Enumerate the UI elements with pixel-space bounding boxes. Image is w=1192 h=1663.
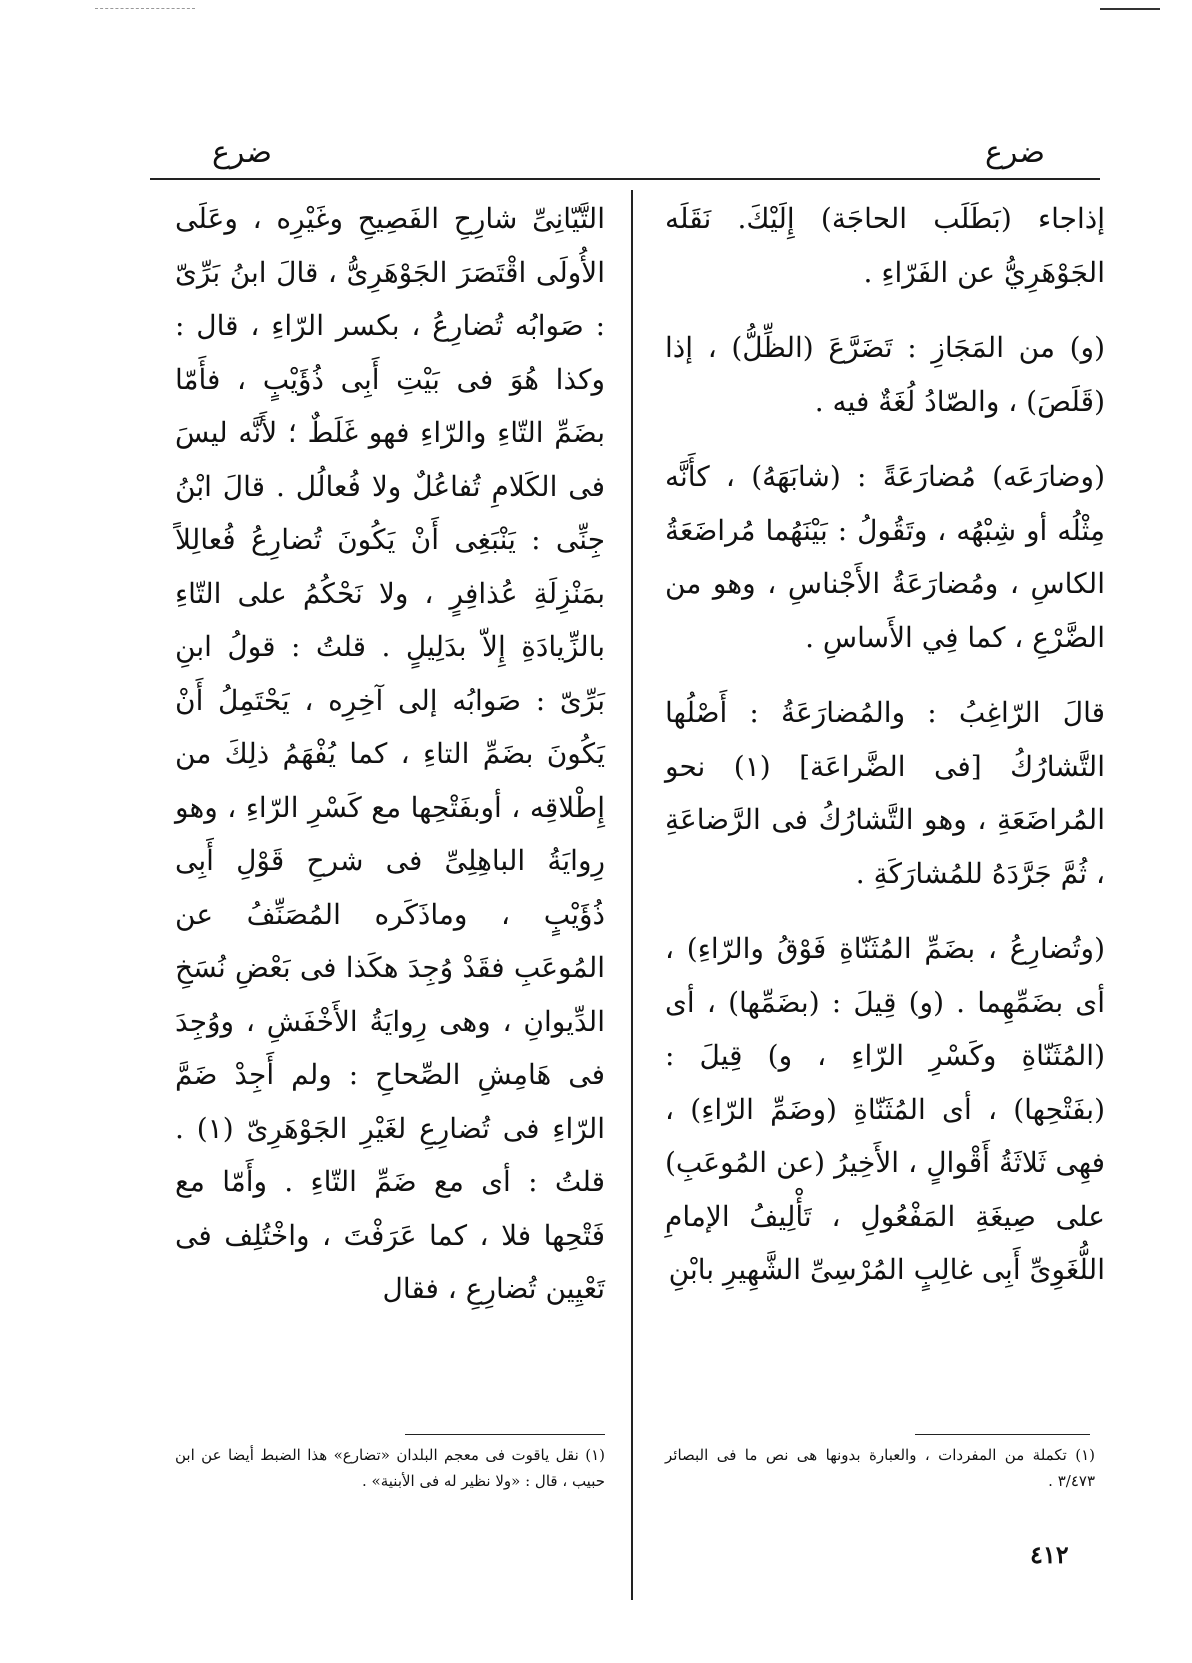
top-rule-right (1100, 8, 1160, 10)
right-paragraph-5: (وتُضارِعُ ، بضَمِّ المُثَنّاةِ فَوْقُ والرّاءِ) ، أى بضَمِّهِما . (و) قِيلَ : (بضَمِّها) ، أى (المُثَنّاةِ وكَسْرِ الرّاءِ ، و) قِيلَ : (بفَتْحِها) ، أى المُثَنّاةِ (وضَمِّ الرّاءِ) ، فهِى ثَلاثَةُ أَقْوالٍ ، الأَخِيرُ (عن المُوعَبِ) على صِيغَةِ المَفْعُولِ ، تَأْلِيفُ الإمامِ اللُّغَوِىِّ أَبِى غالِبٍ المُرْسِىِّ الشَّهِيرِ بابْنِ (665, 932, 1105, 1286)
page-number: ٤١٢ (1030, 1540, 1069, 1569)
header-rule (150, 178, 1100, 180)
right-paragraph-2: (و) من المَجَازِ : تَضَرَّعَ (الظِّلُّ) ، إذا (قَلَصَ) ، والصّادُ لُغَةٌ فيه . (665, 331, 1105, 418)
footnote-right: (١) تكملة من المفردات ، والعبارة بدونها هى نص ما فى البصائر ٣/٤٧٣ . (665, 1446, 1095, 1490)
footnote-rule-right (915, 1434, 1090, 1435)
column-divider (631, 190, 633, 1600)
right-column (665, 192, 1105, 1297)
left-column (175, 192, 605, 1316)
footnote-rule-left (405, 1434, 605, 1435)
running-header-left: ضرع (212, 135, 272, 170)
right-paragraph-4: قالَ الرّاغِبُ : والمُضارَعَةُ : أَصْلُها التَّشارُكُ [فى الضَّراعَة] (١) نحو المُراضَعَةِ ، وهو التَّشارُكُ فى الرَّضاعَةِ ، ثُمَّ جَرَّدَهُ للمُشارَكَةِ . (665, 696, 1105, 890)
top-rule-left (95, 8, 195, 9)
left-paragraph-1: التَّيّانِىِّ شارِحِ الفَصِيحِ وغَيْرِه ، وعَلَى الأُولَى اقْتَصَرَ الجَوْهَرِىُّ ، قالَ ابنُ بَرِّىّ : صَوابُه تُضارِعُ ، بكسر الرّاءِ ، قال : وكذا هُوَ فى بَيْتِ أَبِى ذُؤَيْبٍ ، فأَمّا بضَمِّ التّاءِ والرّاءِ فهو غَلَطٌ ؛ لأَنَّه ليسَ فى الكَلامِ تُفاعُلٌ ولا فُعالُل . قالَ ابْنُ جِنِّى : يَنْبَغِى أَنْ يَكُونَ تُضارِعُ فُعالِلاً بمَنْزِلَةِ عُذافِرٍ ، ولا نَحْكُمُ على التّاءِ بالزِّيادَةِ إِلاّ بدَلِيلٍ . قلتُ : قولُ ابنِ بَرِّىّ : صَوابُه إلى آخِرِه ، يَحْتَمِلُ أَنْ يَكُونَ بضَمِّ التاءِ ، كما يُفْهَمُ ذلِكَ من إِطْلاقِه ، أوبفَتْحِها مع كَسْرِ الرّاءِ ، وهو رِوايَةُ الباهِلِىِّ فى شرحِ قَوْلِ أَبِى ذُؤَيْبٍ ، وماذَكَره المُصَنِّفُ عن المُوعَبِ فقَدْ وُجِدَ هكَذا فى بَعْضِ نُسَخِ الدِّيوانِ ، وهى رِوايَةُ الأَخْفَشِ ، ووُجِدَ فى هَامِشِ الصِّحاحِ : ولم أَجِدْ ضَمَّ الرّاءِ فى تُضارِعِ لغَيْرِ الجَوْهَرِىّ (١) . قلتُ : أى مع ضَمِّ التّاءِ . وأَمّا مع فَتْحِها فلا ، كما عَرَفْتَ ، واخْتُلِف فى تَعْيِين تُضارِعِ ، فقال (175, 202, 605, 1305)
footnote-left: (١) نقل ياقوت فى معجم البلدان «تضارع» هذا الضبط أيضا عن ابن حبيب ، قال : «ولا نظير له فى الأبنية» . (175, 1446, 605, 1490)
right-paragraph-1: إذاجاء (بَطَلَب الحاجَة) إِلَيْكَ. نَقَلَه الجَوْهَرِيُّ عن الفَرّاءِ . (665, 202, 1105, 289)
right-paragraph-3: (وضارَعَه) مُضارَعَةً : (شابَهَهُ) ، كأَنَّه مِثْلُه أو شِبْهُه ، وتَقُولُ : بَيْنَهُما مُراضَعَةُ الكاسِ ، ومُضارَعَةُ الأَجْناسِ ، وهو من الضَّرْعِ ، كما فِي الأَساسِ . (665, 460, 1105, 654)
running-header-right: ضرع (985, 135, 1045, 170)
